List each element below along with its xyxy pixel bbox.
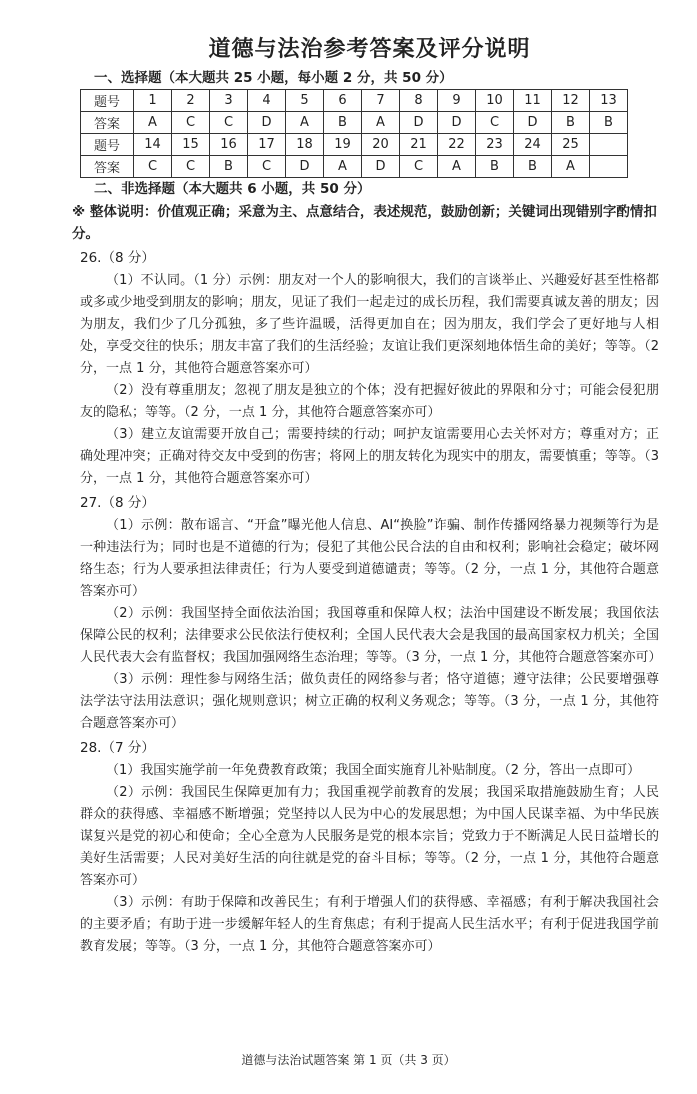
table-cell: 15: [172, 134, 210, 156]
table-cell: C: [400, 156, 438, 178]
section1-heading: 一、选择题（本大题共 25 小题，每小题 2 分，共 50 分）: [94, 70, 453, 86]
table-cell: C: [134, 156, 172, 178]
table-cell: 22: [438, 134, 476, 156]
table-cell: 14: [134, 134, 172, 156]
table-cell: A: [362, 112, 400, 134]
answer-paragraph: （1）示例：散布谣言、“开盒”曝光他人信息、AI“换脸”诈骗、制作传播网络暴力视频等行为是一种违法行为；同时也是不道德的行为；侵犯了其他公民合法的自由和权利；影响社会稳定；破坏网络生态；行为人要承担法律责任；行为人要受到道德谴责；等等。（2 分，一点 1 分，其他符合题意答案亦可）: [80, 518, 659, 599]
table-cell: 8: [400, 90, 438, 112]
table-row-answers-1: [81, 112, 628, 134]
row-label-answer: 答案: [81, 156, 134, 178]
row-label-question: 题号: [81, 134, 134, 156]
table-cell: B: [210, 156, 248, 178]
table-row-numbers-2: [81, 134, 628, 156]
table-cell: 25: [552, 134, 590, 156]
table-row-answers-2: [81, 156, 628, 178]
table-cell: A: [438, 156, 476, 178]
table-cell: 21: [400, 134, 438, 156]
answer-paragraph: （3）示例：有助于保障和改善民生；有利于增强人们的获得感、幸福感；有利于解决我国社会的主要矛盾；有助于进一步缓解年轻人的生育焦虑；有利于提高人民生活水平；有利于促进我国学前教育发展；等等。（3 分，一点 1 分，其他符合题意答案亦可）: [80, 895, 659, 954]
table-cell: D: [362, 156, 400, 178]
page-title: 道德与法治参考答案及评分说明: [208, 37, 531, 62]
table-cell: [590, 156, 628, 178]
table-cell: B: [324, 112, 362, 134]
table-cell: 1: [134, 90, 172, 112]
row-label-question: 题号: [81, 90, 134, 112]
table-row-numbers-1: [81, 90, 628, 112]
table-cell: 13: [590, 90, 628, 112]
table-cell: 11: [514, 90, 552, 112]
question-26: [80, 247, 659, 490]
table-cell: D: [514, 112, 552, 134]
answer-table: [80, 89, 628, 178]
table-cell: 6: [324, 90, 362, 112]
row-label-answer: 答案: [81, 112, 134, 134]
table-cell: 17: [248, 134, 286, 156]
table-cell: 19: [324, 134, 362, 156]
table-cell: C: [248, 156, 286, 178]
answer-paragraph: （1）我国实施学前一年免费教育政策；我国全面实施育儿补贴制度。（2 分，答出一点即可）: [106, 763, 641, 778]
table-cell: C: [172, 156, 210, 178]
table-cell: A: [286, 112, 324, 134]
answer-paragraph: （3）示例：理性参与网络生活；做负责任的网络参与者；恪守道德；遵守法律；公民要增强尊法学法守法用法意识；强化规则意识；树立正确的权利义务观念；等等。（3 分，一点 1 分，其他符合题意答案亦可）: [80, 672, 659, 731]
answer-paragraph: （3）建立友谊需要开放自己；需要持续的行动；呵护友谊需要用心去关怀对方；尊重对方；正确处理冲突；正确对待交友中受到的伤害；将网上的朋友转化为现实中的朋友，需要慎重；等等。（3 分，一点 1 分，其他符合题意答案亦可）: [80, 427, 659, 486]
table-cell: 4: [248, 90, 286, 112]
section2-heading: 二、非选择题（本大题共 6 小题，共 50 分）: [94, 181, 371, 197]
table-cell: 7: [362, 90, 400, 112]
table-cell: 18: [286, 134, 324, 156]
table-cell: 9: [438, 90, 476, 112]
table-cell: 10: [476, 90, 514, 112]
table-cell: B: [552, 112, 590, 134]
table-cell: D: [286, 156, 324, 178]
question-27: [80, 492, 662, 735]
table-cell: C: [172, 112, 210, 134]
table-cell: A: [552, 156, 590, 178]
overall-note: ※ 整体说明：价值观正确；采意为主、点意结合，表述规范，鼓励创新；关键词出现错别字酌情扣分。: [72, 204, 657, 242]
table-cell: A: [134, 112, 172, 134]
table-cell: 3: [210, 90, 248, 112]
answer-paragraph: （1）不认同。（1 分）示例：朋友对一个人的影响很大，我们的言谈举止、兴趣爱好甚至性格都或多或少地受到朋友的影响；朋友，见证了我们一起走过的成长历程，我们需要真诚友善的朋友；因为朋友，我们少了几分孤独，多了些许温暖，活得更加自在；因为朋友，我们学会了更好地与人相处，享受交往的快乐；朋友丰富了我们的生活经验；友谊让我们更深刻地体悟生命的美好；等等。（2 分，一点 1 分，其他符合题意答案亦可）: [80, 273, 659, 376]
answer-paragraph: （2）没有尊重朋友；忽视了朋友是独立的个体；没有把握好彼此的界限和分寸；可能会侵犯朋友的隐私；等等。（2 分，一点 1 分，其他符合题意答案亦可）: [80, 383, 659, 420]
table-cell: C: [210, 112, 248, 134]
question-number: 27.（8 分）: [80, 495, 155, 511]
answer-paragraph: （2）示例：我国民生保障更加有力；我国重视学前教育的发展；我国采取措施鼓励生育；人民群众的获得感、幸福感不断增强；党坚持以人民为中心的发展思想；为中国人民谋幸福、为中华民族谋复兴是党的初心和使命；全心全意为人民服务是党的根本宗旨；党致力于不断满足人民日益增长的美好生活需要；人民对美好生活的向往就是党的奋斗目标；等等。（2 分，一点 1 分，其他符合题意答案亦可）: [80, 785, 659, 888]
table-cell: D: [400, 112, 438, 134]
table-cell: [590, 134, 628, 156]
table-cell: 23: [476, 134, 514, 156]
table-cell: A: [324, 156, 362, 178]
table-cell: 16: [210, 134, 248, 156]
table-cell: 12: [552, 90, 590, 112]
page-footer: 道德与法治试题答案 第 1 页（共 3 页）: [241, 1053, 456, 1067]
question-28: [80, 737, 659, 958]
table-cell: D: [248, 112, 286, 134]
answer-paragraph: （2）示例：我国坚持全面依法治国；我国尊重和保障人权；法治中国建设不断发展；我国依法保障公民的权利；法律要求公民依法行使权利；全国人民代表大会是我国的最高国家权力机关；全国人民代表大会有监督权；我国加强网络生态治理；等等。（3 分，一点 1 分，其他符合题意答案亦可）: [80, 606, 662, 665]
question-number: 26.（8 分）: [80, 250, 155, 266]
table-cell: 2: [172, 90, 210, 112]
table-cell: B: [590, 112, 628, 134]
table-cell: C: [476, 112, 514, 134]
table-cell: 20: [362, 134, 400, 156]
table-cell: B: [476, 156, 514, 178]
question-number: 28.（7 分）: [80, 740, 155, 756]
table-cell: 5: [286, 90, 324, 112]
table-cell: D: [438, 112, 476, 134]
table-cell: B: [514, 156, 552, 178]
table-cell: 24: [514, 134, 552, 156]
